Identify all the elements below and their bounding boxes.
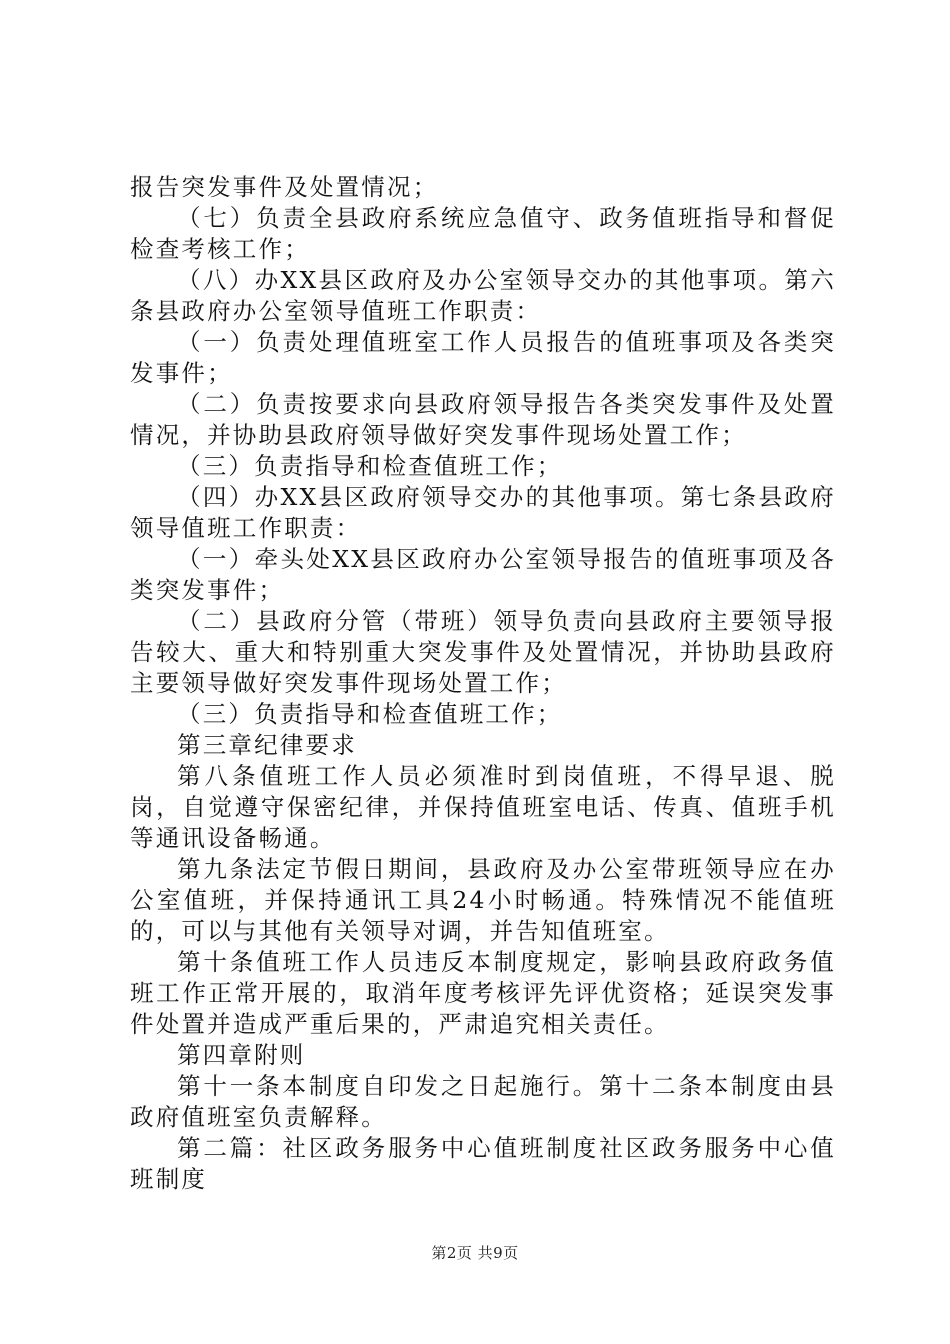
paragraph-office-duty-4: （四）办XX县区政府领导交办的其他事项。第七条县政府领导值班工作职责： [130,483,836,542]
paragraph-office-duty-1: （一）负责处理值班室工作人员报告的值班事项及各类突发事件； [130,328,836,387]
paragraph-leader-duty-2: （二）县政府分管（带班）领导负责向县政府主要领导报告较大、重大和特别重大突发事件及处置情况，并协助县政府主要领导做好突发事件现场处置工作； [130,607,836,697]
paragraph-office-duty-3: （三）负责指导和检查值班工作； [177,452,563,480]
paragraph-leader-duty-3: （三）负责指导和检查值班工作； [177,700,563,728]
paragraph-part-2-title: 第二篇：社区政务服务中心值班制度社区政务服务中心值班制度 [130,1134,836,1193]
paragraph-article-10: 第十条值班工作人员违反本制度规定，影响县政府政务值班工作正常开展的，取消年度考核评先评优资格；延误突发事件处置并造成严重后果的，严肃追究相关责任。 [130,948,836,1038]
paragraph-leader-duty-1: （一）牵头处XX县区政府办公室领导报告的值班事项及各类突发事件； [130,545,836,604]
chapter-4-heading: 第四章附则 [177,1041,306,1069]
document-body [130,172,836,1195]
paragraph-article-8: 第八条值班工作人员必须准时到岗值班，不得早退、脱岗，自觉遵守保密纪律，并保持值班室电话、传真、值班手机等通讯设备畅通。 [130,762,836,852]
chapter-3-heading: 第三章纪律要求 [177,731,357,759]
page-number-footer: 第2页 共9页 [431,1244,519,1262]
paragraph-item-7: （七）负责全县政府系统应急值守、政务值班指导和督促检查考核工作； [130,204,836,263]
paragraph-article-9: 第九条法定节假日期间，县政府及办公室带班领导应在办公室值班，并保持通讯工具24小时畅通。特殊情况不能值班的，可以与其他有关领导对调，并告知值班室。 [130,855,836,945]
paragraph-continuation: 报告突发事件及处置情况； [130,173,439,201]
paragraph-item-8: （八）办XX县区政府及办公室领导交办的其他事项。第六条县政府办公室领导值班工作职责： [130,266,836,325]
paragraph-office-duty-2: （二）负责按要求向县政府领导报告各类突发事件及处置情况，并协助县政府领导做好突发事件现场处置工作； [130,390,836,449]
paragraph-article-11-12: 第十一条本制度自印发之日起施行。第十二条本制度由县政府值班室负责解释。 [130,1072,836,1131]
